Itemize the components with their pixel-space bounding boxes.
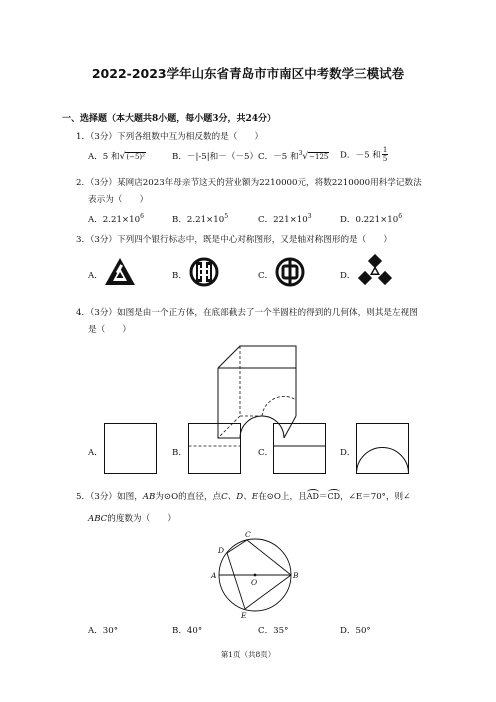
q1-d-denominator: 5 (382, 155, 388, 163)
label-o: O (251, 578, 258, 587)
q1-c-label: C．－5 和 (258, 152, 299, 162)
section-heading: 一、选择题（本大题共8小题，每小题3分，共24分） (62, 114, 277, 124)
q1-option-d[interactable] (340, 146, 388, 163)
q5-stem-line2 (88, 512, 176, 524)
q5-equals: ＝ (318, 492, 328, 502)
arc-cd: CD (327, 492, 341, 501)
q2-c-exp: 3 (307, 213, 312, 221)
label-c: C (245, 530, 251, 539)
q3-stem: 3．（3分）下列四个银行标志中，既是中心对称图形，又是轴对称图形的是（ ） (76, 235, 393, 245)
q5-stem-part3: 在⊙O上，且 (258, 492, 307, 502)
cbrt-icon: √ (302, 152, 309, 162)
q1-option-b[interactable]: B．－|-5|和－（－5） (172, 152, 259, 162)
q1-d-fraction (382, 146, 388, 163)
q5-circle-figure (205, 527, 305, 619)
q2-d-base: D．0.221×10 (340, 215, 399, 225)
bank-logo-b-icon (189, 256, 219, 288)
q5-option-b[interactable]: B．40° (172, 626, 203, 636)
q4-view-c-figure (273, 423, 327, 475)
label-e: E (241, 611, 247, 620)
q2-option-b[interactable] (172, 213, 228, 225)
q4-view-a-figure (104, 423, 158, 475)
q5-stem-part5: 的度数为（ ） (107, 514, 177, 524)
q4-view-b-figure (188, 423, 242, 475)
q5-stem-line1 (76, 490, 410, 502)
page-title: 2022-2023学年山东省青岛市市南区中考数学三模试卷 (91, 66, 405, 81)
q2-option-c[interactable] (258, 213, 312, 225)
q4-option-b[interactable]: B． (172, 448, 187, 458)
q2-c-base: C．221×10 (258, 215, 308, 225)
bank-logo-d-icon (359, 255, 391, 287)
q2-stem-line1: 2．（3分）某网店2023年母亲节这天的营业额为2210000元，将数2210000用科学记数法 (76, 178, 422, 188)
arc-ad: AD (306, 492, 319, 501)
q3-option-c[interactable]: C． (258, 271, 274, 281)
q1-a-radicand: (−5)² (126, 153, 145, 161)
q5-option-a[interactable]: A．30° (88, 626, 119, 636)
bank-logo-a-icon (104, 257, 136, 287)
q4-option-a[interactable]: A． (88, 448, 103, 458)
q1-c-index: 3 (298, 150, 303, 158)
q5-stem-part1: 5．（3分）如图， (76, 492, 143, 502)
q4-stem-line1: 4．（3分）如图是由一个正方体，在底部截去了一个半圆柱的得到的几何体，则其是左视图 (76, 308, 418, 318)
q5-stem-part2: 为⊙O的直径，点 (155, 492, 222, 502)
q5-stem-part4: ，∠E＝70°，则∠ (340, 492, 411, 502)
q1-d-label: D．－5 和 (340, 150, 381, 161)
q2-b-base: B．2.21×10 (172, 215, 225, 225)
q2-option-a[interactable] (88, 213, 144, 225)
label-d: D (218, 546, 225, 555)
q4-stem-line2: 是（ ） (88, 325, 131, 335)
q5-stem-ab: AB (142, 492, 156, 502)
q4-option-d[interactable]: D． (340, 448, 356, 458)
q2-option-d[interactable] (340, 213, 402, 225)
q3-option-a[interactable]: A． (88, 271, 103, 281)
q5-option-c[interactable]: C．35° (258, 626, 289, 636)
label-b: B (293, 571, 299, 580)
q2-b-exp: 5 (224, 213, 229, 221)
q4-option-c[interactable]: C． (258, 448, 274, 458)
label-a: A (211, 571, 217, 580)
page-footer: 第1页（共8页） (220, 650, 276, 659)
q2-d-exp: 6 (398, 213, 403, 221)
bank-logo-c-icon (275, 257, 305, 287)
q5-option-d[interactable]: D．50° (340, 626, 371, 636)
q2-a-exp: 6 (140, 213, 144, 221)
sqrt-icon: √ (119, 152, 126, 162)
q2-stem-line2: 表示为（ ） (88, 195, 149, 205)
q5-stem-cde: C、D、E (221, 492, 259, 502)
q1-option-a[interactable] (88, 150, 146, 162)
q3-option-b[interactable]: B． (172, 271, 187, 281)
q1-a-label: A．5 和 (88, 152, 120, 162)
q1-stem: 1．（3分）下列各组数中互为相反数的是（ ） (76, 132, 264, 142)
q1-c-radicand: −125 (309, 153, 329, 161)
q3-option-d[interactable]: D． (340, 271, 356, 281)
q5-stem-abc: ABC (88, 514, 108, 524)
q1-option-c[interactable] (258, 150, 329, 162)
q4-view-d-figure (356, 423, 410, 475)
q2-a-base: A．2.21×10 (88, 215, 141, 225)
q1-d-numerator: 1 (382, 146, 388, 154)
